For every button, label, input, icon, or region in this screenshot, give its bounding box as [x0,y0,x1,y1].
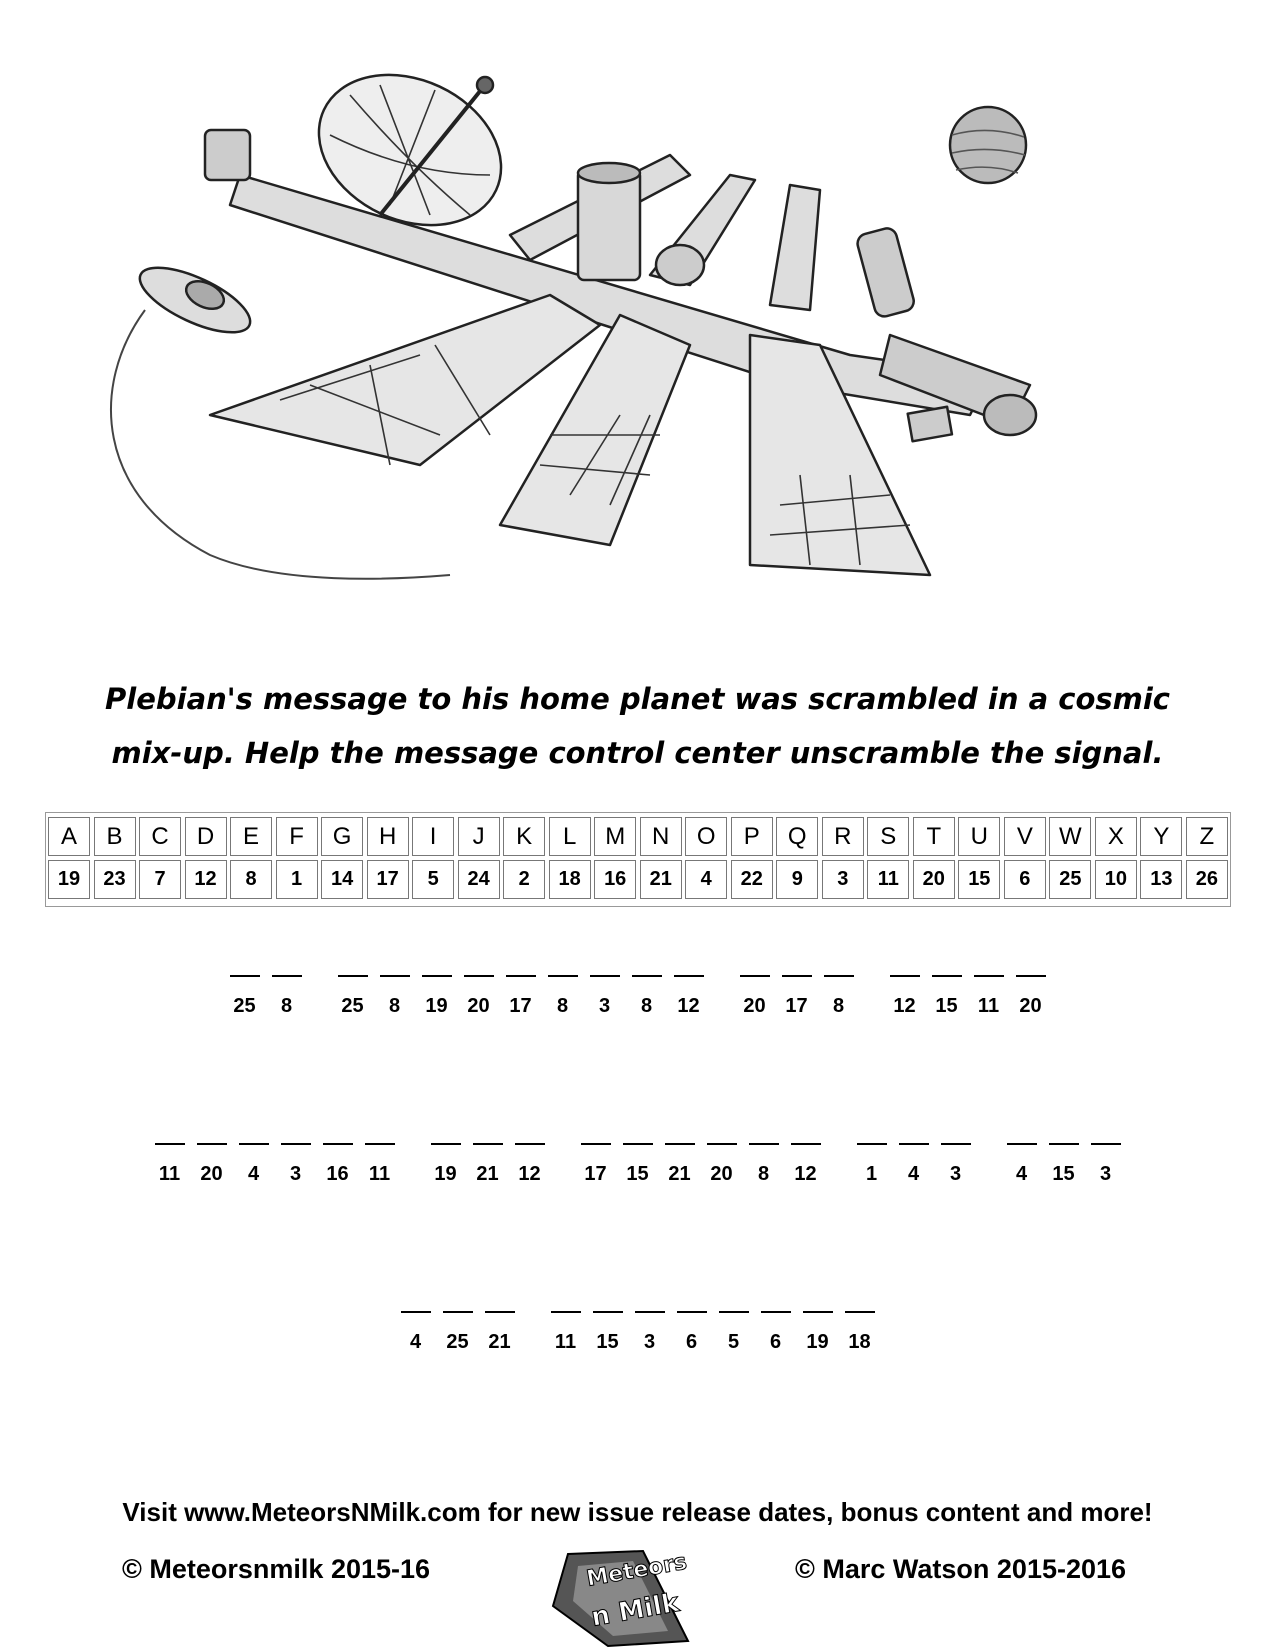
letter-slot[interactable] [509,1143,551,1186]
letter-slot[interactable] [893,1143,935,1186]
answer-blank[interactable] [974,975,1004,977]
answer-blank[interactable] [239,1143,269,1145]
visit-website-text: Visit www.MeteorsNMilk.com for new issue release dates, bonus content and more! [122,1497,1153,1527]
cipher-number: 23 [94,860,136,899]
code-number: 11 [977,995,1000,1017]
letter-slot[interactable] [629,1311,671,1354]
letter-slot[interactable] [884,975,926,1018]
code-number: 11 [158,1163,181,1185]
code-number: 11 [554,1331,577,1353]
cipher-column [503,817,545,902]
letter-slot[interactable] [1085,1143,1127,1186]
cipher-letter: M [594,817,636,856]
letter-slot[interactable] [701,1143,743,1186]
cipher-number: 25 [1049,860,1091,899]
instructions-line-2: mix-up. Help the message control center unscramble the signal. [111,736,1164,770]
cipher-letter: X [1095,817,1137,856]
right-tube-module [855,226,916,318]
cipher-letter: U [958,817,1000,856]
cipher-number: 9 [776,860,818,899]
code-number: 25 [341,995,364,1017]
answer-blank[interactable] [845,1311,875,1313]
cipher-letter: T [913,817,955,856]
cipher-key-table [45,812,1231,907]
cipher-column [958,817,1000,902]
answer-blank[interactable] [623,1143,653,1145]
cipher-column [1186,817,1228,902]
code-number: 20 [200,1163,223,1185]
cipher-column [1140,817,1182,902]
answer-blank[interactable] [230,975,260,977]
letter-slot[interactable] [734,975,776,1018]
puzzle-line [0,1311,1275,1354]
code-number: 11 [368,1163,391,1185]
letter-slot[interactable] [671,1311,713,1354]
letter-slot[interactable] [233,1143,275,1186]
code-number: 15 [935,995,958,1017]
cipher-letter: V [1004,817,1046,856]
code-number: 20 [743,995,766,1017]
cipher-letter: W [1049,817,1091,856]
space-station-illustration [90,55,1110,615]
letter-slot[interactable] [425,1143,467,1186]
cipher-number: 13 [1140,860,1182,899]
cipher-letter: R [822,817,864,856]
pod-module [656,245,704,285]
cipher-number: 24 [458,860,500,899]
cipher-letter: Y [1140,817,1182,856]
answer-blank[interactable] [515,1143,545,1145]
letter-slot[interactable] [479,1311,521,1354]
puzzle-word [1001,1143,1127,1186]
cipher-number: 4 [685,860,727,899]
code-number: 19 [806,1331,829,1353]
cipher-letter: A [48,817,90,856]
puzzle-word [395,1311,521,1354]
code-number: 8 [388,995,401,1017]
cipher-letter: K [503,817,545,856]
answer-blank[interactable] [401,1311,431,1313]
letter-slot[interactable] [818,975,860,1018]
answer-blank[interactable] [677,1311,707,1313]
cipher-letter: B [94,817,136,856]
answer-blank[interactable] [323,1143,353,1145]
letter-slot[interactable] [416,975,458,1018]
letter-slot[interactable] [275,1143,317,1186]
cipher-column [412,817,454,902]
station-endcap [984,395,1036,435]
cipher-letter: C [139,817,181,856]
answer-blank[interactable] [551,1311,581,1313]
letter-slot[interactable] [587,1311,629,1354]
cipher-number: 14 [321,860,363,899]
answer-blank[interactable] [719,1311,749,1313]
answer-blank[interactable] [1007,1143,1037,1145]
code-number: 12 [518,1163,541,1185]
cipher-column [640,817,682,902]
code-number: 5 [727,1331,740,1353]
letter-slot[interactable] [617,1143,659,1186]
left-module [205,130,250,180]
answer-blank[interactable] [365,1143,395,1145]
cipher-column [230,817,272,902]
cipher-column [867,817,909,902]
letter-slot[interactable] [224,975,266,1018]
letter-slot[interactable] [374,975,416,1018]
cipher-number: 7 [139,860,181,899]
cipher-letter: E [230,817,272,856]
answer-blank[interactable] [782,975,812,977]
svg-text:Meteors: Meteors [584,1549,689,1592]
code-number: 21 [668,1163,691,1185]
letter-slot[interactable] [776,975,818,1018]
answer-blank[interactable] [740,975,770,977]
answer-blank[interactable] [791,1143,821,1145]
answer-blank[interactable] [707,1143,737,1145]
cipher-letter: S [867,817,909,856]
cipher-letter: Q [776,817,818,856]
code-number: 8 [640,995,653,1017]
code-number: 17 [509,995,532,1017]
code-number: 19 [425,995,448,1017]
cipher-letter: N [640,817,682,856]
puzzle-word [332,975,710,1018]
cipher-letter: O [685,817,727,856]
cipher-number: 11 [867,860,909,899]
answer-blank[interactable] [1091,1143,1121,1145]
letter-slot[interactable] [851,1143,893,1186]
code-number: 25 [446,1331,469,1353]
cipher-column [776,817,818,902]
letter-slot[interactable] [191,1143,233,1186]
letter-slot[interactable] [332,975,374,1018]
answer-blank[interactable] [380,975,410,977]
instructions [60,672,1215,780]
code-number: 3 [289,1163,302,1185]
cipher-column [594,817,636,902]
answer-blank[interactable] [674,975,704,977]
letter-slot[interactable] [500,975,542,1018]
letter-slot[interactable] [1043,1143,1085,1186]
answer-blank[interactable] [635,1311,665,1313]
puzzle-word [545,1311,881,1354]
answer-blank[interactable] [281,1143,311,1145]
cipher-column [731,817,773,902]
letter-slot[interactable] [755,1311,797,1354]
cipher-letter: D [185,817,227,856]
letter-slot[interactable] [626,975,668,1018]
answer-blank[interactable] [932,975,962,977]
cipher-number: 18 [549,860,591,899]
solar-panel-1 [210,295,600,465]
answer-blank[interactable] [431,1143,461,1145]
letter-slot[interactable] [1001,1143,1043,1186]
code-number: 8 [556,995,569,1017]
answer-blank[interactable] [338,975,368,977]
cipher-letter: Z [1186,817,1228,856]
cipher-column [48,817,90,902]
answer-blank[interactable] [473,1143,503,1145]
answer-blank[interactable] [548,975,578,977]
cipher-column [1004,817,1046,902]
answer-blank[interactable] [506,975,536,977]
cipher-column [276,817,318,902]
cipher-number: 26 [1186,860,1228,899]
cipher-letter: L [549,817,591,856]
cipher-column [139,817,181,902]
code-number: 21 [488,1331,511,1353]
ufo [131,255,258,346]
cipher-number: 3 [822,860,864,899]
code-number: 12 [794,1163,817,1185]
code-number: 20 [1019,995,1042,1017]
code-number: 8 [832,995,845,1017]
cipher-number: 10 [1095,860,1137,899]
code-number: 17 [584,1163,607,1185]
code-number: 12 [893,995,916,1017]
cipher-letter: G [321,817,363,856]
letter-slot[interactable] [149,1143,191,1186]
letter-slot[interactable] [968,975,1010,1018]
letter-slot[interactable] [926,975,968,1018]
letter-slot[interactable] [395,1311,437,1354]
letter-slot[interactable] [659,1143,701,1186]
answer-blank[interactable] [155,1143,185,1145]
puzzle-line [0,1143,1275,1186]
answer-blank[interactable] [581,1143,611,1145]
answer-blank[interactable] [593,1311,623,1313]
letter-slot[interactable] [785,1143,827,1186]
code-number: 4 [907,1163,920,1185]
code-number: 19 [434,1163,457,1185]
planet [950,107,1026,183]
cipher-letter: J [458,817,500,856]
answer-blank[interactable] [272,975,302,977]
answer-blank[interactable] [1049,1143,1079,1145]
letter-slot[interactable] [545,1311,587,1354]
letter-slot[interactable] [467,1143,509,1186]
meteorsnmilk-logo [548,1546,698,1650]
code-number: 6 [685,1331,698,1353]
cipher-number: 1 [276,860,318,899]
code-number: 21 [476,1163,499,1185]
cipher-column [1049,817,1091,902]
cipher-number: 21 [640,860,682,899]
code-number: 6 [769,1331,782,1353]
letter-slot[interactable] [668,975,710,1018]
code-number: 8 [280,995,293,1017]
cipher-column [685,817,727,902]
code-number: 12 [677,995,700,1017]
cipher-number: 8 [230,860,272,899]
cipher-letter: F [276,817,318,856]
answer-blank[interactable] [761,1311,791,1313]
letter-slot[interactable] [437,1311,479,1354]
cipher-number: 6 [1004,860,1046,899]
code-number: 3 [643,1331,656,1353]
copyright-meteorsnmilk: © Meteorsnmilk 2015-16 [122,1554,431,1584]
answer-blank[interactable] [464,975,494,977]
puzzle-word [575,1143,827,1186]
cipher-number: 15 [958,860,1000,899]
cipher-column [367,817,409,902]
cipher-letter: H [367,817,409,856]
answer-blank[interactable] [197,1143,227,1145]
cipher-letter: I [412,817,454,856]
cipher-column [185,817,227,902]
code-number: 4 [247,1163,260,1185]
code-number: 18 [848,1331,871,1353]
answer-blank[interactable] [422,975,452,977]
cipher-number: 20 [913,860,955,899]
letter-slot[interactable] [584,975,626,1018]
code-number: 8 [757,1163,770,1185]
cipher-column [549,817,591,902]
cipher-number: 5 [412,860,454,899]
answer-blank[interactable] [749,1143,779,1145]
answer-blank[interactable] [857,1143,887,1145]
code-number: 16 [326,1163,349,1185]
code-number: 1 [865,1163,878,1185]
answer-blank[interactable] [590,975,620,977]
answer-blank[interactable] [941,1143,971,1145]
code-number: 3 [949,1163,962,1185]
code-number: 25 [233,995,256,1017]
cipher-number: 22 [731,860,773,899]
answer-blank[interactable] [1016,975,1046,977]
cipher-number: 16 [594,860,636,899]
answer-blank[interactable] [632,975,662,977]
letter-slot[interactable] [359,1143,401,1186]
central-module [578,170,640,280]
copyright-marc-watson: © Marc Watson 2015-2016 [795,1554,1127,1584]
code-number: 4 [1015,1163,1028,1185]
cipher-column [321,817,363,902]
answer-blank[interactable] [665,1143,695,1145]
instructions-line-1: Plebian's message to his home planet was scrambled in a cosmic [105,682,1170,716]
letter-slot[interactable] [797,1311,839,1354]
svg-text:n Milk: n Milk [589,1587,682,1633]
cipher-number: 19 [48,860,90,899]
puzzle-line [0,975,1275,1018]
puzzle-word [734,975,860,1018]
cipher-column [458,817,500,902]
cipher-column [913,817,955,902]
code-number: 17 [785,995,808,1017]
cipher-column [94,817,136,902]
answer-blank[interactable] [899,1143,929,1145]
letter-slot[interactable] [839,1311,881,1354]
puzzle-word [149,1143,401,1186]
cipher-number: 2 [503,860,545,899]
code-number: 3 [598,995,611,1017]
cipher-number: 17 [367,860,409,899]
answer-blank[interactable] [443,1311,473,1313]
code-number: 20 [467,995,490,1017]
answer-blank[interactable] [803,1311,833,1313]
letter-slot[interactable] [1010,975,1052,1018]
letter-slot[interactable] [458,975,500,1018]
code-number: 4 [409,1331,422,1353]
letter-slot[interactable] [575,1143,617,1186]
answer-blank[interactable] [890,975,920,977]
letter-slot[interactable] [266,975,308,1018]
letter-slot[interactable] [713,1311,755,1354]
answer-blank[interactable] [824,975,854,977]
probe [908,407,952,442]
letter-slot[interactable] [743,1143,785,1186]
puzzle-word [224,975,308,1018]
upper-panel-3 [770,185,820,310]
code-number: 15 [626,1163,649,1185]
code-number: 3 [1099,1163,1112,1185]
letter-slot[interactable] [935,1143,977,1186]
answer-blank[interactable] [485,1311,515,1313]
letter-slot[interactable] [317,1143,359,1186]
cipher-column [822,817,864,902]
cipher-letter: P [731,817,773,856]
letter-slot[interactable] [542,975,584,1018]
puzzle-word [884,975,1052,1018]
puzzle-word [425,1143,551,1186]
code-number: 15 [596,1331,619,1353]
puzzle-word [851,1143,977,1186]
code-number: 20 [710,1163,733,1185]
code-number: 15 [1052,1163,1075,1185]
cipher-number: 12 [185,860,227,899]
cipher-column [1095,817,1137,902]
